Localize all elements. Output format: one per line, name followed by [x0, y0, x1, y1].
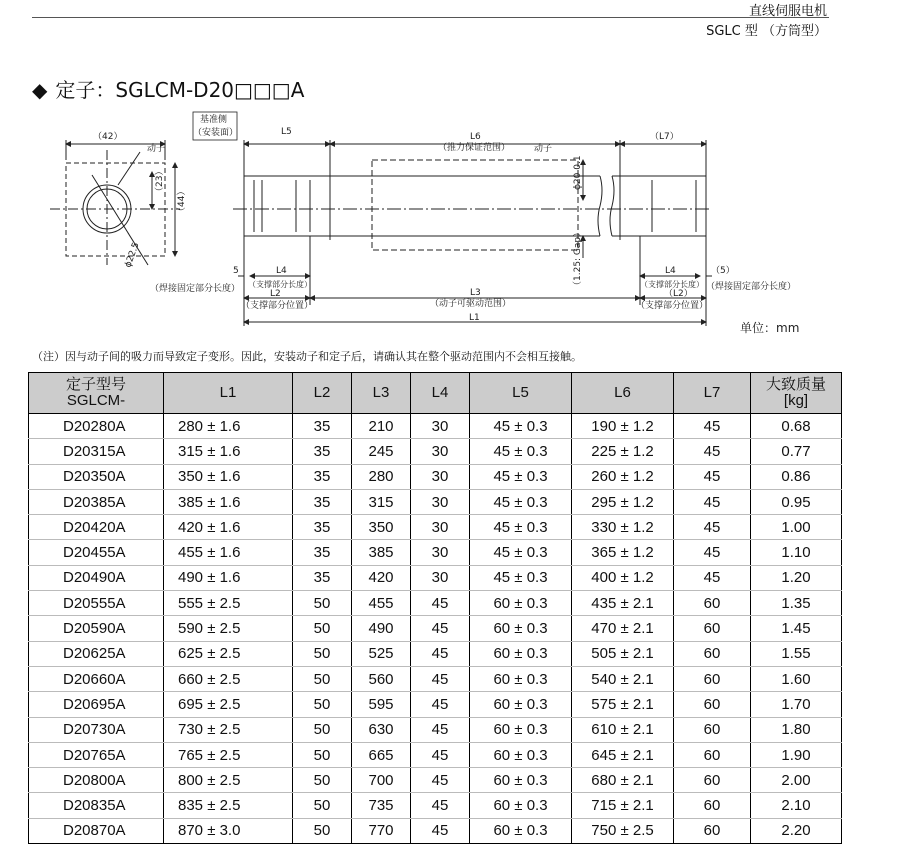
- table-cell: 45 ± 0.3: [470, 464, 572, 489]
- table-cell: 60: [674, 818, 751, 843]
- table-cell: 870 ± 3.0: [164, 818, 293, 843]
- table-cell: 45 ± 0.3: [470, 515, 572, 540]
- table-cell: 835 ± 2.5: [164, 793, 293, 818]
- table-cell: 2.20: [751, 818, 842, 843]
- table-cell: 60 ± 0.3: [470, 692, 572, 717]
- table-cell: 45: [411, 818, 470, 843]
- table-cell: 730 ± 2.5: [164, 717, 293, 742]
- table-cell: 60 ± 0.3: [470, 641, 572, 666]
- dim-l5: L5: [281, 127, 292, 137]
- table-cell: 60 ± 0.3: [470, 818, 572, 843]
- table-cell: 400 ± 1.2: [572, 565, 674, 590]
- header-l6: L6: [572, 373, 674, 414]
- dim-l3-sub: （动子可驱动范围）: [430, 299, 512, 309]
- table-cell: 60 ± 0.3: [470, 591, 572, 616]
- dim-5-right: （5）: [711, 266, 735, 276]
- table-cell: D20800A: [29, 768, 164, 793]
- table-cell: 490 ± 1.6: [164, 565, 293, 590]
- table-cell: 435 ± 2.1: [572, 591, 674, 616]
- table-row: [29, 717, 842, 742]
- table-cell: 50: [293, 793, 352, 818]
- table-row: [29, 768, 842, 793]
- table-cell: 190 ± 1.2: [572, 414, 674, 439]
- table-cell: 0.68: [751, 414, 842, 439]
- header-mass: 大致质量 [kg]: [751, 373, 842, 414]
- table-cell: 595: [352, 692, 411, 717]
- table-cell: 45: [411, 742, 470, 767]
- header-l4: L4: [411, 373, 470, 414]
- support-len-right: （支撑部分长度）: [640, 280, 704, 289]
- table-cell: 30: [411, 489, 470, 514]
- table-cell: 0.77: [751, 439, 842, 464]
- table-cell: 35: [293, 464, 352, 489]
- header-l2: L2: [293, 373, 352, 414]
- table-cell: 770: [352, 818, 411, 843]
- table-cell: 695 ± 2.5: [164, 692, 293, 717]
- table-cell: D20660A: [29, 666, 164, 691]
- table-cell: 45: [674, 565, 751, 590]
- table-row: [29, 742, 842, 767]
- dim-l6-sub: （推力保证范围）: [438, 143, 511, 153]
- weld-left-label: （焊接固定部分长度）: [150, 284, 241, 294]
- dim-l6: L6: [470, 132, 481, 142]
- table-cell: 1.45: [751, 616, 842, 641]
- table-cell: 680 ± 2.1: [572, 768, 674, 793]
- table-cell: 45: [674, 439, 751, 464]
- header-l7: L7: [674, 373, 751, 414]
- table-cell: 280: [352, 464, 411, 489]
- table-cell: 50: [293, 717, 352, 742]
- spec-table: [28, 372, 842, 844]
- section-title: [32, 74, 304, 103]
- table-cell: 45: [674, 489, 751, 514]
- table-cell: D20315A: [29, 439, 164, 464]
- table-cell: 35: [293, 515, 352, 540]
- table-cell: 50: [293, 818, 352, 843]
- table-cell: 1.70: [751, 692, 842, 717]
- table-cell: 50: [293, 692, 352, 717]
- table-cell: 30: [411, 464, 470, 489]
- table-cell: 60: [674, 591, 751, 616]
- table-cell: 45 ± 0.3: [470, 489, 572, 514]
- table-cell: 260 ± 1.2: [572, 464, 674, 489]
- table-row: [29, 616, 842, 641]
- table-cell: 455: [352, 591, 411, 616]
- dim-gap: （1.25: Gap）: [573, 227, 583, 290]
- table-cell: 315 ± 1.6: [164, 439, 293, 464]
- table-cell: 625 ± 2.5: [164, 641, 293, 666]
- table-cell: D20555A: [29, 591, 164, 616]
- ref-side-label-2: （安装面）: [193, 128, 239, 138]
- dim-l2-left: L2: [270, 289, 281, 299]
- table-cell: 50: [293, 742, 352, 767]
- table-cell: 735: [352, 793, 411, 818]
- table-row: [29, 818, 842, 843]
- table-cell: 45: [411, 666, 470, 691]
- dim-23: （23）: [155, 166, 165, 196]
- table-cell: 385 ± 1.6: [164, 489, 293, 514]
- table-cell: 245: [352, 439, 411, 464]
- table-cell: 1.10: [751, 540, 842, 565]
- table-row: [29, 489, 842, 514]
- table-cell: D20490A: [29, 565, 164, 590]
- table-cell: D20280A: [29, 414, 164, 439]
- table-cell: 45: [674, 540, 751, 565]
- table-row: [29, 565, 842, 590]
- table-cell: 295 ± 1.2: [572, 489, 674, 514]
- table-cell: 800 ± 2.5: [164, 768, 293, 793]
- table-row: [29, 515, 842, 540]
- table-cell: 765 ± 2.5: [164, 742, 293, 767]
- mover-label: 动子: [534, 144, 553, 154]
- table-cell: 60: [674, 666, 751, 691]
- table-cell: D20455A: [29, 540, 164, 565]
- table-cell: 30: [411, 565, 470, 590]
- table-cell: 630: [352, 717, 411, 742]
- unit-label: 单位：mm: [740, 321, 800, 335]
- table-cell: 540 ± 2.1: [572, 666, 674, 691]
- table-cell: D20420A: [29, 515, 164, 540]
- table-cell: 60: [674, 692, 751, 717]
- table-cell: 50: [293, 768, 352, 793]
- table-cell: 60 ± 0.3: [470, 793, 572, 818]
- table-cell: 575 ± 2.1: [572, 692, 674, 717]
- table-cell: 45: [411, 591, 470, 616]
- dim-l4-left: L4: [276, 266, 287, 276]
- table-cell: 60 ± 0.3: [470, 768, 572, 793]
- table-cell: 45: [411, 641, 470, 666]
- table-cell: 210: [352, 414, 411, 439]
- header-rule: [32, 17, 829, 18]
- table-row: [29, 464, 842, 489]
- table-cell: 60: [674, 717, 751, 742]
- table-cell: 45: [411, 717, 470, 742]
- table-cell: 60: [674, 616, 751, 641]
- table-cell: D20625A: [29, 641, 164, 666]
- table-row: [29, 793, 842, 818]
- table-cell: 225 ± 1.2: [572, 439, 674, 464]
- table-cell: 60 ± 0.3: [470, 742, 572, 767]
- table-cell: 280 ± 1.6: [164, 414, 293, 439]
- table-cell: 45: [411, 793, 470, 818]
- dim-l2-right: （L2）: [664, 289, 693, 299]
- dim-42: （42）: [93, 132, 123, 142]
- table-cell: 45: [411, 692, 470, 717]
- table-row: [29, 540, 842, 565]
- header-category: 直线伺服电机: [748, 4, 827, 19]
- table-cell: 60 ± 0.3: [470, 717, 572, 742]
- table-cell: 1.20: [751, 565, 842, 590]
- table-header-row: [29, 373, 842, 414]
- table-cell: 0.95: [751, 489, 842, 514]
- table-cell: D20350A: [29, 464, 164, 489]
- table-cell: 610 ± 2.1: [572, 717, 674, 742]
- table-cell: 45: [411, 616, 470, 641]
- section-title-text: 定子：SGLCM-D20□□□A: [55, 78, 305, 102]
- table-cell: 330 ± 1.2: [572, 515, 674, 540]
- dim-l7: （L7）: [650, 132, 679, 142]
- table-row: [29, 641, 842, 666]
- table-cell: 2.00: [751, 768, 842, 793]
- table-cell: 60 ± 0.3: [470, 616, 572, 641]
- table-cell: D20765A: [29, 742, 164, 767]
- dim-phi22: ϕ22.5: [123, 241, 142, 270]
- table-cell: 45: [674, 414, 751, 439]
- table-cell: 45 ± 0.3: [470, 414, 572, 439]
- table-cell: D20590A: [29, 616, 164, 641]
- support-len-left: （支撑部分长度）: [248, 280, 312, 289]
- table-cell: 665: [352, 742, 411, 767]
- table-cell: D20695A: [29, 692, 164, 717]
- table-cell: 350: [352, 515, 411, 540]
- table-cell: 525: [352, 641, 411, 666]
- table-cell: 60 ± 0.3: [470, 666, 572, 691]
- table-cell: 470 ± 2.1: [572, 616, 674, 641]
- table-cell: 45: [674, 464, 751, 489]
- header-l5: L5: [470, 373, 572, 414]
- table-cell: 490: [352, 616, 411, 641]
- header-model: 定子型号 SGLCM-: [29, 373, 164, 414]
- table-cell: 35: [293, 439, 352, 464]
- table-cell: 35: [293, 540, 352, 565]
- table-cell: 715 ± 2.1: [572, 793, 674, 818]
- table-row: [29, 591, 842, 616]
- table-cell: 35: [293, 489, 352, 514]
- ref-side-label: 基准侧: [200, 115, 228, 125]
- table-cell: 60: [674, 793, 751, 818]
- support-pos-left: （支撑部分位置）: [241, 301, 314, 311]
- table-cell: 385: [352, 540, 411, 565]
- table-row: [29, 414, 842, 439]
- table-cell: D20730A: [29, 717, 164, 742]
- table-cell: 35: [293, 414, 352, 439]
- diamond-bullet-icon: ◆: [32, 78, 48, 102]
- table-row: [29, 692, 842, 717]
- dim-44: （44）: [177, 186, 187, 216]
- table-cell: 60: [674, 768, 751, 793]
- weld-right-label: （焊接固定部分长度）: [706, 282, 797, 292]
- table-cell: 45 ± 0.3: [470, 540, 572, 565]
- dim-5-left: 5: [233, 266, 239, 276]
- table-cell: 0.86: [751, 464, 842, 489]
- table-cell: 420: [352, 565, 411, 590]
- header-l1: L1: [164, 373, 293, 414]
- header-model: SGLC 型 （方筒型）: [706, 24, 827, 39]
- table-cell: 700: [352, 768, 411, 793]
- table-cell: 50: [293, 666, 352, 691]
- table-cell: 1.35: [751, 591, 842, 616]
- table-cell: 30: [411, 439, 470, 464]
- table-cell: 30: [411, 515, 470, 540]
- table-cell: 1.55: [751, 641, 842, 666]
- end-view-square: [66, 163, 165, 256]
- table-cell: 45: [411, 768, 470, 793]
- table-cell: 45 ± 0.3: [470, 439, 572, 464]
- table-cell: 350 ± 1.6: [164, 464, 293, 489]
- dim-phi20: ϕ20 0.1: [573, 155, 583, 190]
- table-cell: 50: [293, 641, 352, 666]
- table-cell: 560: [352, 666, 411, 691]
- table-cell: 45: [674, 515, 751, 540]
- table-cell: 555 ± 2.5: [164, 591, 293, 616]
- table-cell: 30: [411, 414, 470, 439]
- table-cell: 2.10: [751, 793, 842, 818]
- table-cell: 750 ± 2.5: [572, 818, 674, 843]
- table-row: [29, 439, 842, 464]
- dim-l1: L1: [469, 313, 480, 323]
- table-cell: 30: [411, 540, 470, 565]
- table-cell: D20870A: [29, 818, 164, 843]
- table-cell: 420 ± 1.6: [164, 515, 293, 540]
- table-cell: 365 ± 1.2: [572, 540, 674, 565]
- table-cell: 590 ± 2.5: [164, 616, 293, 641]
- table-cell: 505 ± 2.1: [572, 641, 674, 666]
- table-cell: 50: [293, 616, 352, 641]
- mover-label-left: 动子: [147, 144, 166, 154]
- table-cell: 315: [352, 489, 411, 514]
- table-cell: 660 ± 2.5: [164, 666, 293, 691]
- table-cell: 1.90: [751, 742, 842, 767]
- table-cell: 45 ± 0.3: [470, 565, 572, 590]
- support-pos-right: （支撑部分位置）: [636, 301, 709, 311]
- stator-dimension-drawing: [0, 105, 899, 345]
- table-cell: 1.80: [751, 717, 842, 742]
- table-cell: 1.60: [751, 666, 842, 691]
- header-l3: L3: [352, 373, 411, 414]
- table-cell: 1.00: [751, 515, 842, 540]
- table-cell: 50: [293, 591, 352, 616]
- dim-l3: L3: [470, 288, 481, 298]
- table-cell: D20835A: [29, 793, 164, 818]
- table-cell: 645 ± 2.1: [572, 742, 674, 767]
- table-cell: 60: [674, 641, 751, 666]
- table-cell: 35: [293, 565, 352, 590]
- table-cell: 455 ± 1.6: [164, 540, 293, 565]
- table-cell: D20385A: [29, 489, 164, 514]
- dim-l4-right: L4: [665, 266, 676, 276]
- note-text: （注）因与动子间的吸力而导致定子变形。因此，安装动子和定子后，请确认其在整个驱动范围内不会相互接触。: [32, 350, 582, 363]
- table-cell: 60: [674, 742, 751, 767]
- table-row: [29, 666, 842, 691]
